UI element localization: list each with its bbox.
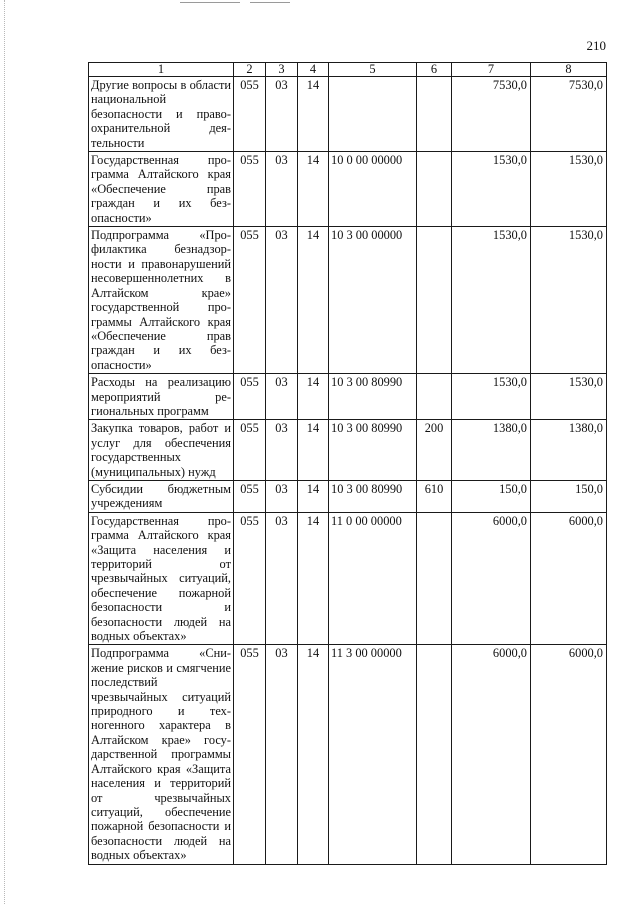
subsection-cell: 14 (298, 512, 329, 645)
header-cell: 2 (234, 63, 266, 77)
table-row (89, 374, 607, 420)
row-name-cell: Государственная программа Алтайского края «Защита населения и территорий от чрезвычайных ситуаций, обеспечение пожарной безопасности и безопасности людей на водных объектах» (89, 512, 234, 645)
section-cell: 03 (266, 77, 298, 152)
amount-col8-cell: 1380,0 (531, 420, 607, 481)
page-number: 210 (586, 38, 606, 53)
section-cell: 03 (266, 480, 298, 512)
target-article-cell: 11 3 00 00000 (329, 645, 417, 864)
target-article-cell: 10 3 00 80990 (329, 374, 417, 420)
budget-table (88, 62, 607, 865)
expense-type-cell (417, 227, 452, 374)
table-row (89, 512, 607, 645)
subsection-cell: 14 (298, 227, 329, 374)
section-cell: 03 (266, 420, 298, 481)
scan-edge-dotted-line (4, 0, 6, 904)
target-article-cell: 10 3 00 00000 (329, 227, 417, 374)
row-name-cell: Закупка товаров, работ и услуг для обеспечения государственных (муниципальных) нужд (89, 420, 234, 481)
subsection-cell: 14 (298, 77, 329, 152)
amount-col7-cell: 1530,0 (452, 152, 531, 227)
table-row (89, 645, 607, 864)
row-name-cell: Расходы на реализацию мероприятий региональных программ (89, 374, 234, 420)
amount-col8-cell: 7530,0 (531, 77, 607, 152)
table-row (89, 420, 607, 481)
header-cell: 4 (298, 63, 329, 77)
expense-type-cell (417, 645, 452, 864)
target-article-cell: 11 0 00 00000 (329, 512, 417, 645)
amount-col7-cell: 1530,0 (452, 374, 531, 420)
expense-type-cell (417, 77, 452, 152)
table-header-row (89, 63, 607, 77)
table-row (89, 480, 607, 512)
expense-type-cell (417, 512, 452, 645)
row-name-cell: Другие вопросы в области национальной безопасности и правоохранительной деятельности (89, 77, 234, 152)
row-name-cell: Подпрограмма «Снижение рисков и смягчение последствий чрезвычайных ситуаций природного и техногенного характера в Алтайском крае» государственной программы Алтайского края «Защита населения и территорий от чрезвычайных ситуаций, обеспечение пожарной безопасности и безопасности людей на водных объектах» (89, 645, 234, 864)
ministry-code-cell: 055 (234, 480, 266, 512)
scan-top-mark (250, 2, 290, 3)
subsection-cell: 14 (298, 480, 329, 512)
amount-col8-cell: 6000,0 (531, 645, 607, 864)
amount-col8-cell: 6000,0 (531, 512, 607, 645)
table-row (89, 227, 607, 374)
expense-type-cell: 200 (417, 420, 452, 481)
amount-col8-cell: 1530,0 (531, 374, 607, 420)
subsection-cell: 14 (298, 374, 329, 420)
expense-type-cell: 610 (417, 480, 452, 512)
subsection-cell: 14 (298, 645, 329, 864)
target-article-cell: 10 3 00 80990 (329, 480, 417, 512)
subsection-cell: 14 (298, 420, 329, 481)
section-cell: 03 (266, 645, 298, 864)
expense-type-cell (417, 152, 452, 227)
amount-col7-cell: 7530,0 (452, 77, 531, 152)
amount-col7-cell: 1530,0 (452, 227, 531, 374)
amount-col8-cell: 1530,0 (531, 152, 607, 227)
row-name-cell: Государственная программа Алтайского края «Обеспечение прав граждан и их безопасности» (89, 152, 234, 227)
header-cell: 1 (89, 63, 234, 77)
ministry-code-cell: 055 (234, 512, 266, 645)
amount-col7-cell: 6000,0 (452, 512, 531, 645)
ministry-code-cell: 055 (234, 374, 266, 420)
section-cell: 03 (266, 152, 298, 227)
target-article-cell (329, 77, 417, 152)
ministry-code-cell: 055 (234, 227, 266, 374)
header-cell: 3 (266, 63, 298, 77)
ministry-code-cell: 055 (234, 77, 266, 152)
amount-col7-cell: 150,0 (452, 480, 531, 512)
amount-col8-cell: 150,0 (531, 480, 607, 512)
expense-type-cell (417, 374, 452, 420)
table-row (89, 77, 607, 152)
target-article-cell: 10 0 00 00000 (329, 152, 417, 227)
ministry-code-cell: 055 (234, 420, 266, 481)
header-cell: 8 (531, 63, 607, 77)
header-cell: 5 (329, 63, 417, 77)
ministry-code-cell: 055 (234, 152, 266, 227)
section-cell: 03 (266, 374, 298, 420)
header-cell: 6 (417, 63, 452, 77)
row-name-cell: Субсидии бюджетным учреждениям (89, 480, 234, 512)
header-cell: 7 (452, 63, 531, 77)
table-row (89, 152, 607, 227)
subsection-cell: 14 (298, 152, 329, 227)
section-cell: 03 (266, 227, 298, 374)
amount-col7-cell: 1380,0 (452, 420, 531, 481)
ministry-code-cell: 055 (234, 645, 266, 864)
row-name-cell: Подпрограмма «Профилактика безнадзорности и правонарушений несовершеннолетних в Алтайском крае» государственной программы Алтайского края «Обеспечение прав граждан и их безопасности» (89, 227, 234, 374)
amount-col8-cell: 1530,0 (531, 227, 607, 374)
section-cell: 03 (266, 512, 298, 645)
amount-col7-cell: 6000,0 (452, 645, 531, 864)
target-article-cell: 10 3 00 80990 (329, 420, 417, 481)
scan-top-mark (180, 2, 240, 3)
